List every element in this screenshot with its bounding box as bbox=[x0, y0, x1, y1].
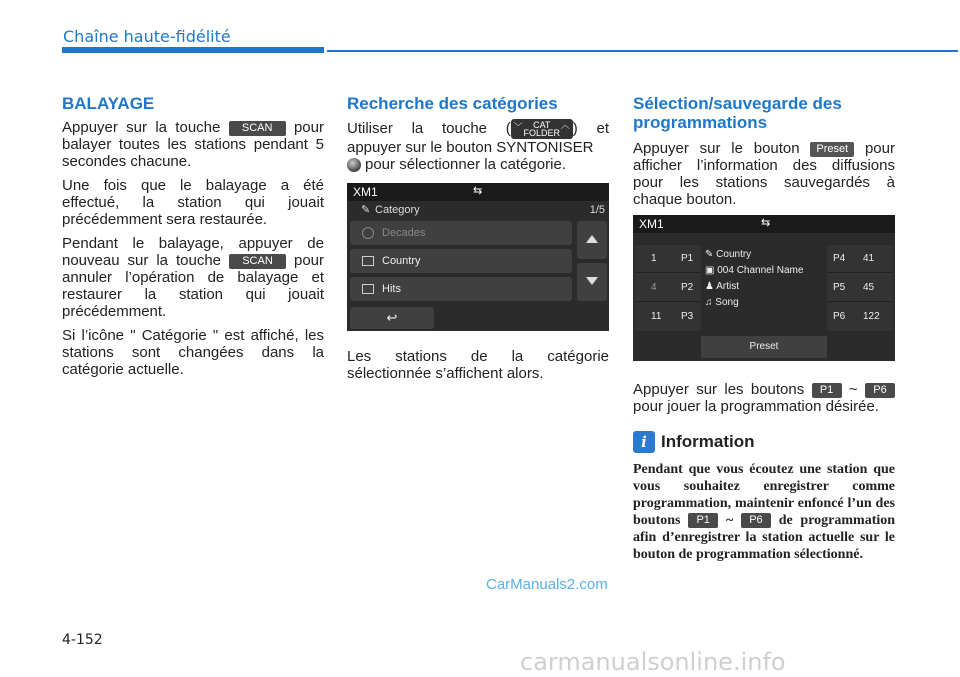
section-title: Chaîne haute-fidélité bbox=[63, 27, 231, 46]
triangle-up-icon bbox=[586, 235, 598, 243]
usb-icon: ⇆ bbox=[473, 185, 483, 197]
column-selection bbox=[633, 94, 895, 563]
p1-button-icon: P1 bbox=[688, 513, 718, 528]
back-button[interactable] bbox=[350, 307, 434, 329]
p6-button-icon: P6 bbox=[865, 383, 895, 398]
header-bar-left bbox=[62, 47, 324, 53]
scroll-up-button[interactable] bbox=[577, 221, 607, 259]
column-balayage bbox=[62, 94, 324, 385]
chevron-up-icon: ︿ bbox=[560, 120, 570, 130]
preset-p6[interactable]: P6 122 bbox=[833, 311, 880, 322]
category-icon: ✎ bbox=[361, 204, 371, 216]
paragraph: Appuyer sur le bouton Preset pour afficher l’information des diffusions pour les stations sauvegardés à chaque bouton. bbox=[633, 140, 895, 208]
preset-p5[interactable]: P5 45 bbox=[827, 274, 893, 302]
folder-icon bbox=[362, 284, 374, 294]
paragraph: Une fois que le balayage a été effectué, la station qui jouait précédemment sera restaurée. bbox=[62, 177, 324, 228]
music-note-icon: ♫ bbox=[705, 297, 713, 308]
station-info: ✎ Country ▣ 004 Channel Name ♟ Artist ♫ Song bbox=[705, 249, 804, 308]
triangle-down-icon bbox=[586, 277, 598, 285]
category-icon: ✎ bbox=[705, 249, 714, 260]
preset-p1[interactable]: 1 P1 bbox=[635, 245, 701, 273]
p6-button-icon: P6 bbox=[741, 513, 771, 528]
scan-button-icon: SCAN bbox=[229, 121, 286, 136]
preset-button-icon: Preset bbox=[810, 142, 854, 157]
back-arrow-icon: ↩ bbox=[386, 310, 398, 325]
preset-screen bbox=[633, 215, 895, 361]
paragraph: Utiliser la touche ( CAT FOLDER ﹀ ︿ ) et appuyer sur le bouton SYNTONISER pour sélectionner la catégorie. bbox=[347, 119, 609, 173]
artist-icon: ♟ bbox=[705, 281, 714, 292]
information-header bbox=[633, 431, 895, 453]
category-screen bbox=[347, 183, 609, 331]
heading-recherche: Recherche des catégories bbox=[347, 94, 558, 113]
information-block bbox=[633, 431, 895, 563]
paragraph: Pendant le balayage, appuyer de nouveau sur la touche SCAN pour annuler l’opération de balayage et restaurer la station qui jouait précédemment. bbox=[62, 235, 325, 320]
cat-folder-button-icon: CAT FOLDER ﹀ ︿ bbox=[511, 119, 573, 139]
page-number: 4-152 bbox=[62, 632, 103, 648]
play-circle-icon bbox=[362, 227, 374, 239]
tune-knob-icon bbox=[347, 158, 361, 172]
radio-icon: ▣ bbox=[705, 265, 715, 276]
header-bar-right bbox=[327, 50, 958, 52]
screen-header: XM1 ⇆ bbox=[347, 183, 609, 201]
list-item-hits[interactable]: Hits bbox=[350, 277, 572, 301]
watermark-carmanualsonline: carmanualsonline.info bbox=[520, 648, 786, 676]
preset-screen-button[interactable]: Preset bbox=[701, 336, 827, 358]
information-title: Information bbox=[661, 432, 755, 451]
paragraph: Les stations de la catégorie sélectionnée s’affichent alors. bbox=[347, 348, 609, 382]
paragraph: Appuyer sur les boutons P1 ~ P6 pour jouer la programmation désirée. bbox=[633, 381, 895, 415]
information-text: Pendant que vous écoutez une station que vous souhaitez enregistrer comme programmation, maintenir enfoncé l’un des boutons P1 ~ P6 de programmation afin d’enregistrer la station actuelle sur le bouton de programmation sélectionné. bbox=[633, 462, 896, 562]
category-row: ✎ Category 1/5 bbox=[361, 204, 605, 216]
watermark-carmanuals2: CarManuals2.com bbox=[486, 576, 608, 593]
preset-p3[interactable]: 11 P3 bbox=[651, 311, 694, 322]
scroll-down-button[interactable] bbox=[577, 263, 607, 301]
list-item-country[interactable]: Country bbox=[350, 249, 572, 273]
list-item-decades[interactable]: Decades bbox=[350, 221, 572, 245]
info-icon: i bbox=[633, 431, 655, 453]
scan-button-icon: SCAN bbox=[229, 254, 286, 269]
screen-header: XM1 ⇆ bbox=[633, 215, 895, 233]
heading-selection: Sélection/sauvegarde des programmations bbox=[633, 94, 842, 132]
preset-p2[interactable]: 4 P2 bbox=[635, 274, 701, 302]
p1-button-icon: P1 bbox=[812, 383, 842, 398]
right-presets bbox=[827, 245, 893, 331]
preset-p4[interactable]: P4 41 bbox=[827, 245, 893, 273]
left-presets bbox=[635, 245, 701, 331]
heading-balayage: BALAYAGE bbox=[62, 94, 155, 113]
paragraph: Appuyer sur la touche SCAN pour balayer toutes les stations pendant 5 secondes chacune. bbox=[62, 119, 324, 170]
folder-icon bbox=[362, 256, 374, 266]
chevron-down-icon: ﹀ bbox=[513, 122, 523, 132]
column-recherche bbox=[347, 94, 609, 389]
paragraph: Si l’icône " Catégorie " est affiché, les stations sont changées dans la catégorie actuelle. bbox=[62, 327, 324, 378]
usb-icon: ⇆ bbox=[761, 217, 771, 229]
